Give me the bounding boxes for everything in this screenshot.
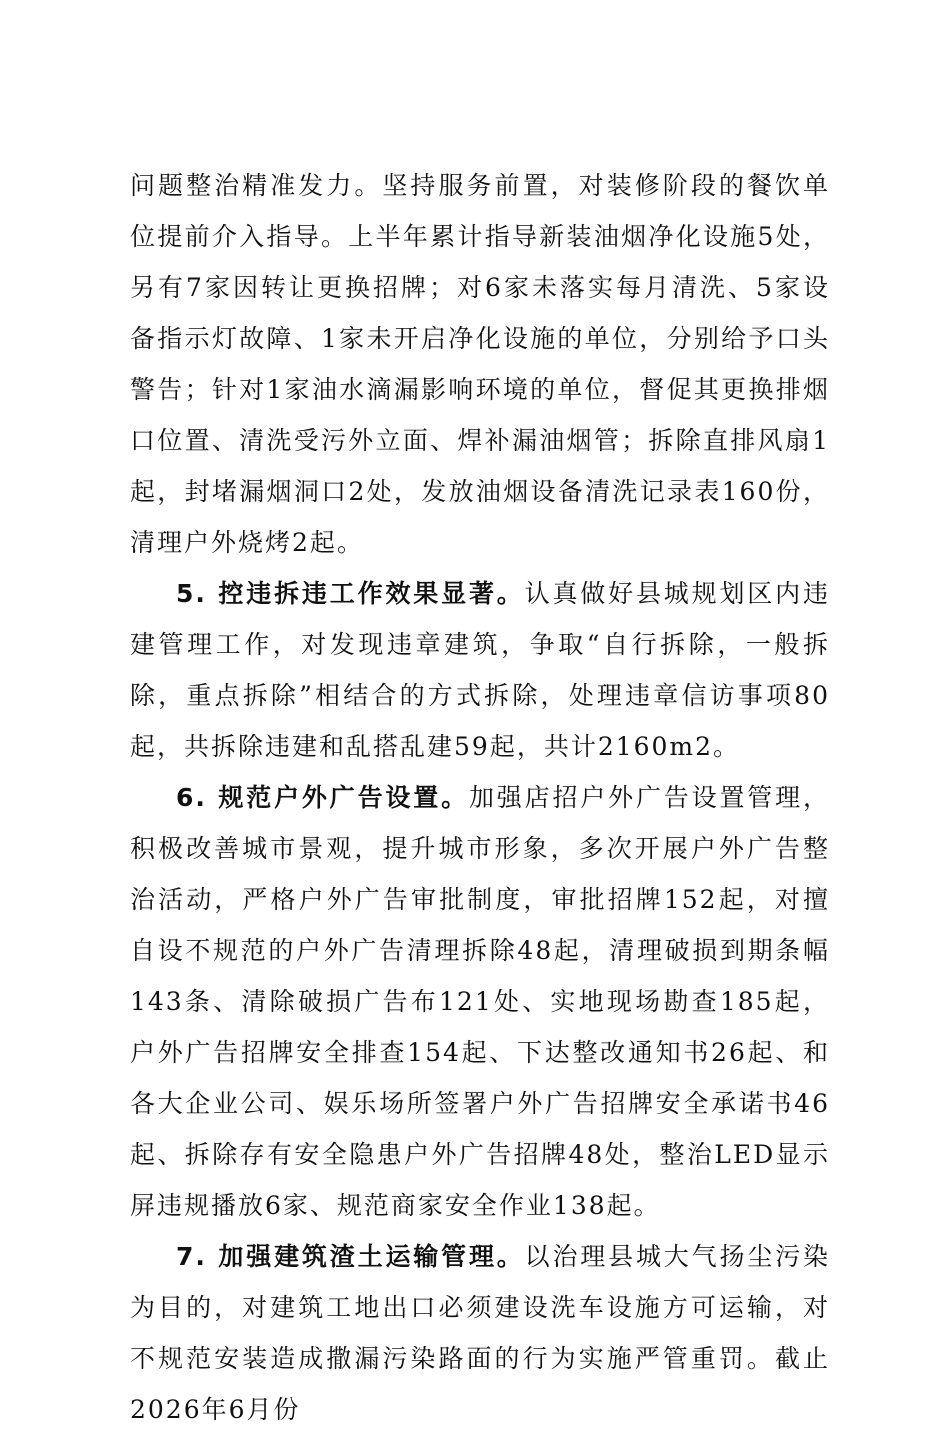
paragraph-section-5 (130, 568, 830, 772)
document-body (130, 160, 830, 1435)
paragraph-text: 问题整治精准发力。坚持服务前置，对装修阶段的餐饮单位提前介入指导。上半年累计指导新装油烟净化设施5处，另有7家因转让更换招牌；对6家未落实每月清洗、5家设备指示灯故障、1家未开启净化设施的单位，分别给予口头警告；针对1家油水滴漏影响环境的单位，督促其更换排烟口位置、清洗受污外立面、焊补漏油烟管；拆除直排风扇1起，封堵漏烟洞口2处，发放油烟设备清洗记录表160份，清理户外烧烤2起。 (130, 171, 830, 557)
section-heading: 6. 规范户外广告设置。 (176, 783, 469, 812)
paragraph-continuation (130, 160, 830, 568)
paragraph-text: 认真做好县城规划区内违建管理工作，对发现违章建筑，争取“自行拆除，一般拆除，重点拆除”相结合的方式拆除，处理违章信访事项80起，共拆除违建和乱搭乱建59起，共计2160m2。 (130, 579, 830, 761)
paragraph-section-6 (130, 772, 830, 1231)
paragraph-text: 以治理县城大气扬尘污染为目的，对建筑工地出口必须建设洗车设施方可运输，对不规范安装造成撒漏污染路面的行为实施严管重罚。截止2026年6月份 (130, 1242, 830, 1424)
paragraph-section-7 (130, 1231, 830, 1435)
paragraph-text: 加强店招户外广告设置管理，积极改善城市景观，提升城市形象，多次开展户外广告整治活动，严格户外广告审批制度，审批招牌152起，对擅自设不规范的户外广告清理拆除48起，清理破损到期条幅143条、清除破损广告布121处、实地现场勘查185起，户外广告招牌安全排查154起、下达整改通知书26起、和各大企业公司、娱乐场所签署户外广告招牌安全承诺书46起、拆除存有安全隐患户外广告招牌48处，整治LED显示屏违规播放6家、规范商家安全作业138起。 (130, 783, 830, 1220)
section-heading: 5. 控违拆违工作效果显著。 (176, 579, 525, 608)
section-heading: 7. 加强建筑渣土运输管理。 (176, 1242, 525, 1271)
